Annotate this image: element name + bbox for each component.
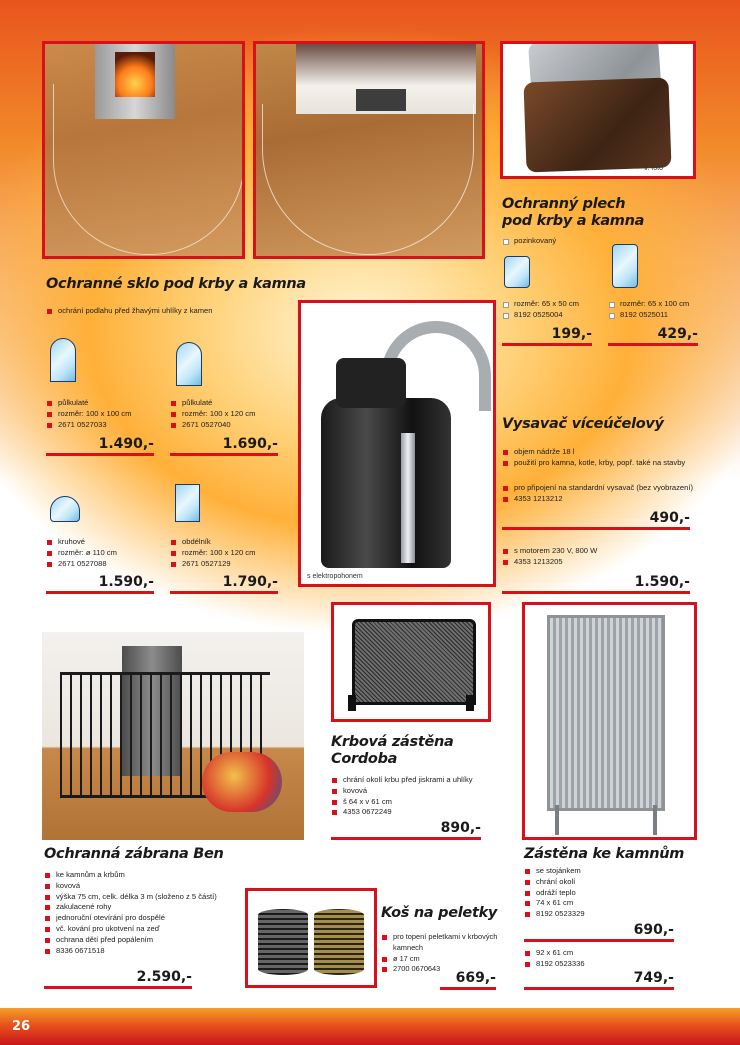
glass-item-4-price: 1.790,- bbox=[170, 574, 278, 594]
spec-line: 2671 0527129 bbox=[170, 559, 255, 570]
spec-line: rozměr: 100 x 100 cm bbox=[46, 409, 131, 420]
basket-title: Koš na peletky bbox=[381, 905, 498, 921]
plate-item-1-price: 199,- bbox=[502, 326, 592, 346]
spec-line: ke kamnům a krbům bbox=[44, 870, 217, 881]
spec-line: ochrana dětí před popálením bbox=[44, 935, 217, 946]
spec-line: 4353 1213205 bbox=[502, 557, 597, 568]
half-round-tall-shape-icon bbox=[176, 342, 202, 386]
glass-desc bbox=[46, 306, 213, 317]
screen-specs-2 bbox=[524, 948, 585, 970]
spec-line: chrání okolí krbu před jiskrami a uhlíky bbox=[331, 775, 473, 786]
plate-desc-line: pozinkovaný bbox=[502, 236, 556, 247]
spec-line: 8192 0525004 bbox=[502, 310, 579, 321]
plate-item-2-specs bbox=[608, 299, 689, 321]
glass-desc-line: ochrání podlahu před žhavými uhlíky z kamen bbox=[46, 306, 213, 317]
spec-line: se stojánkem bbox=[524, 866, 585, 877]
spec-line: 8192 0525011 bbox=[608, 310, 689, 321]
screen-title: Zástěna ke kamnům bbox=[524, 846, 685, 862]
spec-line: pro připojení na standardní vysavač (bez vyobrazení) bbox=[502, 483, 693, 494]
vacuum-title: Vysavač víceúčelový bbox=[502, 416, 664, 432]
rectangle-shape-icon bbox=[175, 484, 200, 522]
plate-photo bbox=[500, 41, 696, 179]
spec-line: 4353 0672249 bbox=[331, 807, 473, 818]
cordoba-price: 890,- bbox=[331, 820, 481, 840]
round-shape-icon bbox=[50, 496, 80, 522]
cordoba-title-line-2: Cordoba bbox=[331, 751, 398, 767]
gate-photo bbox=[42, 632, 304, 840]
plate-item-2-price: 429,- bbox=[608, 326, 698, 346]
spec-line: použití pro kamna, kotle, krby, popř. také na stavby bbox=[502, 458, 685, 469]
spec-line: kruhové bbox=[46, 537, 117, 548]
spec-line: 4353 1213212 bbox=[502, 494, 693, 505]
vacuum-item-1-price: 490,- bbox=[502, 510, 690, 530]
spec-line: pro topení peletkami v krbových kamnech bbox=[381, 932, 523, 954]
glass-title: Ochranné sklo pod krby a kamna bbox=[46, 276, 306, 292]
vacuum-desc bbox=[502, 447, 685, 469]
spec-line: chrání okolí bbox=[524, 877, 585, 888]
glass-item-1-specs bbox=[46, 398, 131, 430]
gate-title: Ochranná zábrana Ben bbox=[44, 846, 224, 862]
spec-line: 8192 0523336 bbox=[524, 959, 585, 970]
cordoba-photo bbox=[331, 602, 491, 722]
glass-photo-fireplace bbox=[253, 41, 485, 259]
spec-line: 2671 0527088 bbox=[46, 559, 117, 570]
vacuum-caption: s elektropohonem bbox=[307, 573, 363, 580]
plate-title bbox=[502, 196, 644, 230]
gate-price: 2.590,- bbox=[44, 969, 192, 989]
spec-line: rozměr: 65 x 100 cm bbox=[608, 299, 689, 310]
basket-specs bbox=[381, 932, 523, 975]
glass-item-3-price: 1.590,- bbox=[46, 574, 154, 594]
spec-line: 2671 0527033 bbox=[46, 420, 131, 431]
spec-line: výška 75 cm, celk. délka 3 m (složeno z 5 částí) bbox=[44, 892, 217, 903]
spec-line: rozměr: 100 x 120 cm bbox=[170, 409, 255, 420]
plate-title-line-1: Ochranný plech bbox=[502, 196, 626, 212]
plate-small-shape-icon bbox=[504, 256, 530, 288]
spec-line: š 64 x v 61 cm bbox=[331, 797, 473, 808]
cordoba-title-line-1: Krbová zástěna bbox=[331, 734, 454, 750]
glass-item-3-specs bbox=[46, 537, 117, 569]
plate-item-1-specs bbox=[502, 299, 579, 321]
basket-price: 669,- bbox=[440, 970, 496, 990]
spec-line: rozměr: 65 x 50 cm bbox=[502, 299, 579, 310]
spec-line: kovová bbox=[331, 786, 473, 797]
spec-line: rozměr: ø 110 cm bbox=[46, 548, 117, 559]
spec-line: 8336 0671518 bbox=[44, 946, 217, 957]
spec-line: vč. kování pro ukotvení na zeď bbox=[44, 924, 217, 935]
basket-photo bbox=[245, 888, 377, 988]
vacuum-item-2-price: 1.590,- bbox=[502, 574, 690, 594]
screen-photo bbox=[522, 602, 697, 840]
screen-price-2: 749,- bbox=[524, 970, 674, 990]
vacuum-item-2-specs bbox=[502, 546, 597, 568]
screen-price-1: 690,- bbox=[524, 922, 674, 942]
spec-line: obdélník bbox=[170, 537, 255, 548]
plate-title-line-2: pod krby a kamna bbox=[502, 213, 645, 229]
glass-item-1-price: 1.490,- bbox=[46, 436, 154, 456]
plate-desc bbox=[502, 236, 556, 247]
spec-line: kovová bbox=[44, 881, 217, 892]
glass-photo-stove bbox=[42, 41, 245, 259]
spec-line: 8192 0523329 bbox=[524, 909, 585, 920]
screen-specs bbox=[524, 866, 585, 920]
spec-line: objem nádrže 18 l bbox=[502, 447, 685, 458]
plate-large-shape-icon bbox=[612, 244, 638, 288]
plate-caption: il. foto bbox=[644, 165, 663, 172]
spec-line: rozměr: 100 x 120 cm bbox=[170, 548, 255, 559]
spec-line: odráží teplo bbox=[524, 888, 585, 899]
spec-line: jednoruční otevírání pro dospělé bbox=[44, 913, 217, 924]
cordoba-title bbox=[331, 734, 454, 768]
spec-line: zakulacené rohy bbox=[44, 902, 217, 913]
cordoba-specs bbox=[331, 775, 473, 818]
spec-line: ø 17 cm bbox=[381, 954, 523, 965]
glass-item-4-specs bbox=[170, 537, 255, 569]
spec-line: 2700 0670643 bbox=[381, 964, 523, 975]
spec-line: s motorem 230 V, 800 W bbox=[502, 546, 597, 557]
vacuum-item-1-specs bbox=[502, 483, 693, 505]
half-round-shape-icon bbox=[50, 338, 76, 382]
spec-line: 2671 0527040 bbox=[170, 420, 255, 431]
gate-specs bbox=[44, 870, 217, 956]
spec-line: 74 x 61 cm bbox=[524, 898, 585, 909]
spec-line: půlkulaté bbox=[170, 398, 255, 409]
vacuum-photo bbox=[298, 300, 496, 587]
footer-band bbox=[0, 1008, 740, 1045]
spec-line: 92 x 61 cm bbox=[524, 948, 585, 959]
spec-line: půlkulaté bbox=[46, 398, 131, 409]
glass-item-2-specs bbox=[170, 398, 255, 430]
page-number: 26 bbox=[12, 1019, 31, 1034]
glass-item-2-price: 1.690,- bbox=[170, 436, 278, 456]
